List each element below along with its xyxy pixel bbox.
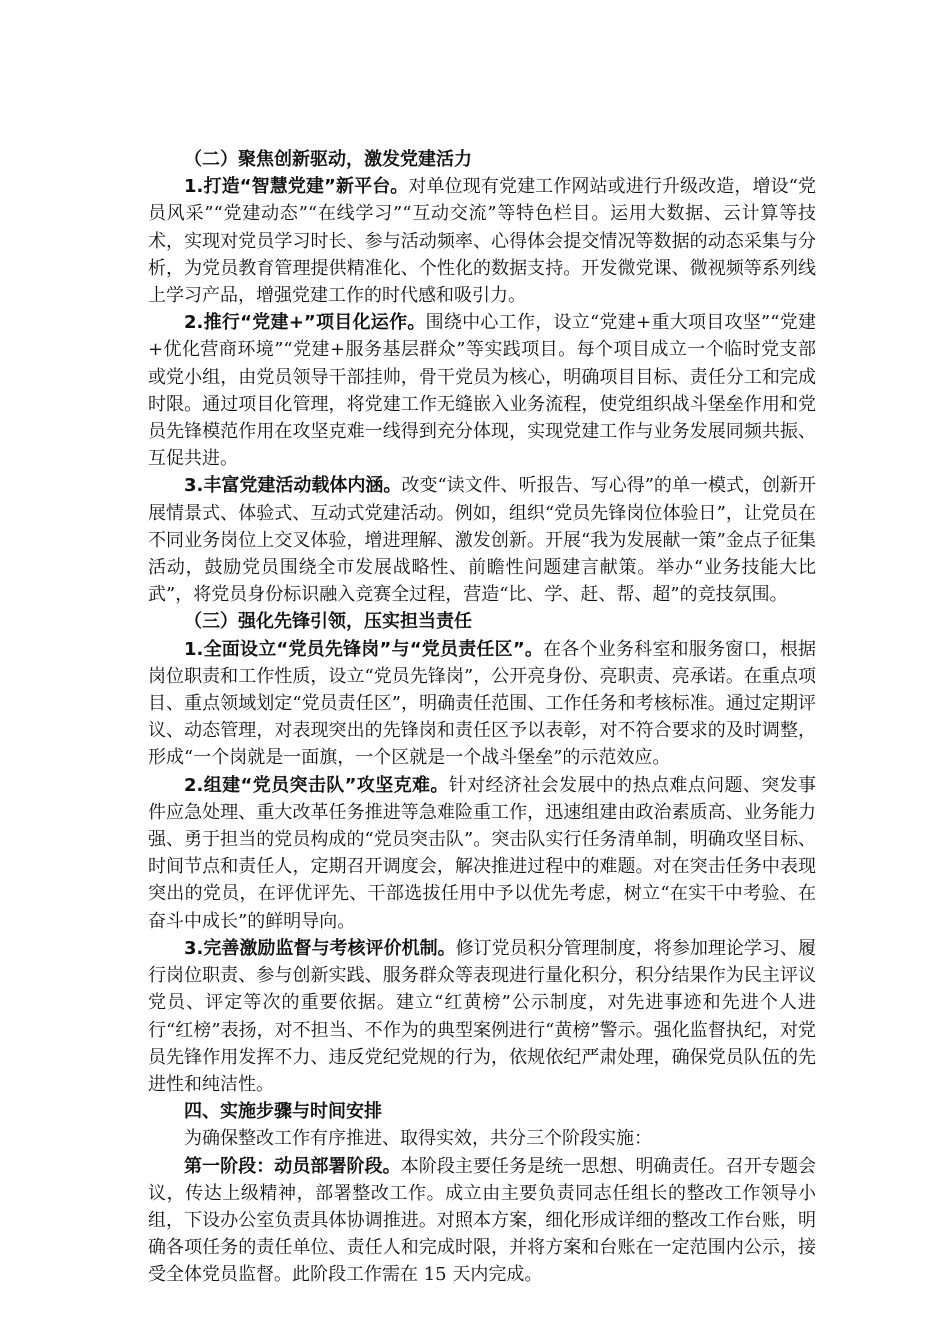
paragraph-body: 本阶段主要任务是统一思想、明确责任。召开专题会议，传达上级精神，部署整改工作。成立由主要负责同志任组长的整改工作领导小组，下设办公室负责具体协调推进。对照本方案，细化形成详细的整改工作台账，明确各项任务的责任单位、责任人和完成时限，并将方案和台账在一定范围内公示，接受全体党员监督。此阶段工作需在 15 天内完成。 <box>148 1155 817 1286</box>
paragraph-stage-one <box>148 1153 816 1289</box>
paragraph-stages-intro: 为确保整改工作有序推进、取得实效，共分三个阶段实施： <box>184 1128 652 1150</box>
paragraph-lead: 1.打造“智慧党建”新平台。 <box>184 176 409 198</box>
paragraph-commando-team <box>148 772 816 935</box>
paragraph-body: 改变“读文件、听报告、写心得”的单一模式，创新开展情景式、体验式、互动式党建活动。例如，组织“党员先锋岗位体验日”，让党员在不同业务岗位上交叉体验，增进理解、激发创新。开展“我为发展献一策”金点子征集活动，鼓励党员围绕全市发展战略性、前瞻性问题建言献策。举办“业务技能大比武”，将党员身份标识融入竞赛全过程，营造“比、学、赶、帮、超”的竞技氛围。 <box>148 475 816 606</box>
paragraph-smart-party-building <box>148 173 816 309</box>
paragraph-lead: 第一阶段：动员部署阶段。 <box>184 1155 401 1177</box>
paragraph-activity-carriers <box>148 472 816 608</box>
paragraph-lead: 2.组建“党员突击队”攻坚克难。 <box>184 774 449 796</box>
document-page <box>148 146 816 1289</box>
paragraph-incentive-supervision <box>148 935 816 1098</box>
paragraph-pioneer-posts <box>148 636 816 772</box>
section-heading-2: （二）聚焦创新驱动，激发党建活力 <box>184 149 472 170</box>
paragraph-lead: 2.推行“党建+”项目化运作。 <box>184 312 426 334</box>
paragraph-body: 针对经济社会发展中的热点难点问题、突发事件应急处理、重大改革任务推进等急难险重工作，迅速组建由政治素质高、业务能力强、勇于担当的党员构成的“党员突击队”。突击队实行任务清单制，明确攻坚目标、时间节点和责任人，定期召开调度会，解决推进过程中的难题。对在突击任务中表现突出的党员，在评优评先、干部选拔任用中予以优先考虑，树立“在实干中考验、在奋斗中成长”的鲜明导向。 <box>148 774 816 932</box>
paragraph-body: 修订党员积分管理制度，将参加理论学习、履行岗位职责、参与创新实践、服务群众等表现进行量化积分，积分结果作为民主评议党员、评定等次的重要依据。建立“红黄榜”公示制度，对先进事迹和先进个人进行“红榜”表扬，对不担当、不作为的典型案例进行“黄榜”警示。强化监督执纪，对党员先锋作用发挥不力、违反党纪党规的行为，依规依纪严肃处理，确保党员队伍的先进性和纯洁性。 <box>148 937 816 1095</box>
paragraph-body: 在各个业务科室和服务窗口，根据岗位职责和工作性质，设立“党员先锋岗”，公开亮身份、亮职责、亮承诺。在重点项目、重点领域划定“党员责任区”，明确责任范围、工作任务和考核标准。通过定期评议、动态管理，对表现突出的先锋岗和责任区予以表彰，对不符合要求的及时调整，形成“一个岗就是一面旗，一个区就是一个战斗堡垒”的示范效应。 <box>148 638 817 769</box>
paragraph-body: 对单位现有党建工作网站或进行升级改造，增设“党员风采”“党建动态”“在线学习”“互动交流”等特色栏目。运用大数据、云计算等技术，实现对党员学习时长、参与活动频率、心得体会提交情况等数据的动态采集与分析，为党员教育管理提供精准化、个性化的数据支持。开发微党课、微视频等系列线上学习产品，增强党建工作的时代感和吸引力。 <box>148 176 816 307</box>
section-heading-4: 四、实施步骤与时间安排 <box>184 1101 382 1123</box>
paragraph-lead: 3.丰富党建活动载体内涵。 <box>184 475 402 497</box>
paragraph-lead: 3.完善激励监督与考核评价机制。 <box>184 937 456 959</box>
paragraph-lead: 1.全面设立“党员先锋岗”与“党员责任区”。 <box>184 638 544 660</box>
paragraph-body: 围绕中心工作，设立“党建+重大项目攻坚”“党建+优化营商环境”“党建+服务基层群众”等实践项目。每个项目成立一个临时党支部或党小组，由党员领导干部挂帅，骨干党员为核心，明确项目目标、责任分工和完成时限。通过项目化管理，将党建工作无缝嵌入业务流程，使党组织战斗堡垒作用和党员先锋模范作用在攻坚克难一线得到充分体现，实现党建工作与业务发展同频共振、互促共进。 <box>148 312 816 470</box>
section-heading-3: （三）强化先锋引领，压实担当责任 <box>184 611 472 633</box>
paragraph-party-plus-projects <box>148 309 816 472</box>
